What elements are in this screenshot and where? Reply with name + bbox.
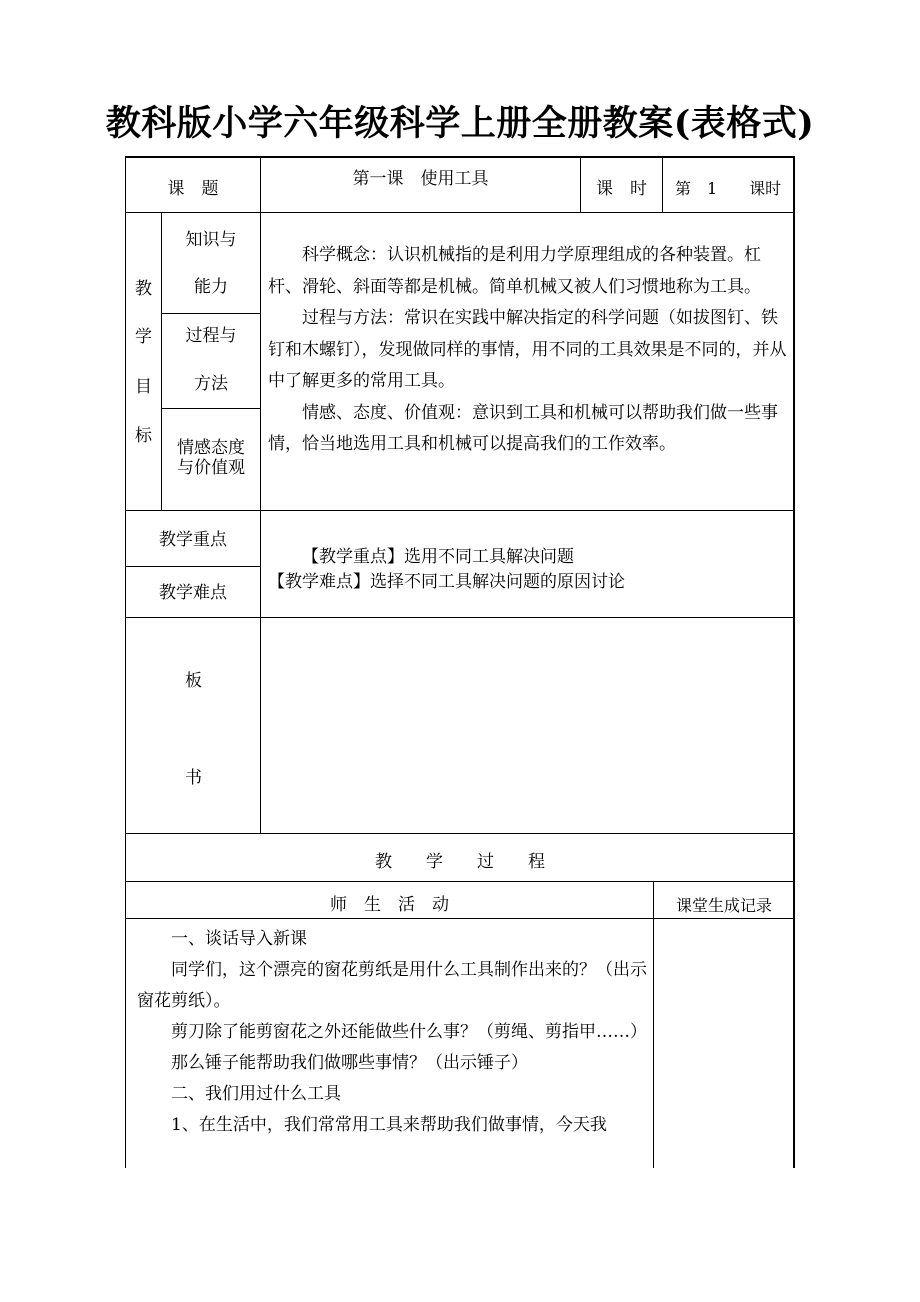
difficulty-label: 教学难点 — [159, 583, 227, 603]
key-point-label: 教学重点 — [159, 530, 227, 550]
objectives-group-label-2: 学 — [135, 327, 152, 347]
rule-after-board — [125, 833, 795, 834]
document-title: 教科版小学六年级科学上册全册教案(表格式) — [105, 103, 815, 144]
objectives-group-label-1: 教 — [135, 279, 152, 299]
rule-label-col — [260, 156, 261, 833]
process-line: 1、在生活中，我们常常用工具来帮助我们做事情，今天我 — [171, 1115, 607, 1135]
period-label: 课 时 — [596, 179, 647, 199]
table-border-left — [125, 156, 126, 1168]
topic-value: 第一课 使用工具 — [352, 169, 489, 189]
key-point-text: 【教学重点】选用不同工具解决问题 — [302, 547, 574, 567]
objective-concept: 科学概念：认识机械指的是利用力学原理组成的各种装置。杠杆、滑轮、斜面等都是机械。简单机械又被人们习惯地称为工具。 — [268, 245, 761, 297]
objective-attitude: 情感、态度、价值观：意识到工具和机械可以帮助我们做一些事情，恰当地选用工具和机械可以提高我们的工作效率。 — [268, 402, 778, 454]
process-section-title: 教 学 过 程 — [375, 852, 545, 872]
rule-key-difficulty — [125, 566, 260, 567]
rule-after-section-title — [125, 881, 795, 882]
process-line: 同学们，这个漂亮的窗花剪纸是用什么工具制作出来的？（出示窗花剪纸）。 — [137, 960, 647, 1011]
period-value: 第 1 课时 — [675, 179, 782, 198]
process-line: 二、我们用过什么工具 — [171, 1084, 341, 1104]
rule-after-objectives — [125, 510, 795, 511]
objective-process: 过程与方法：常识在实践中解决指定的科学问题（如拔图钉、铁钉和木螺钉），发现做同样的事情，用不同的工具效果是不同的，并从中了解更多的常用工具。 — [268, 308, 787, 391]
topic-label: 课 题 — [167, 179, 219, 199]
board-label-top: 板 — [185, 671, 202, 691]
attitude-label-line1: 情感态度 — [177, 438, 245, 458]
objectives-body — [268, 240, 788, 461]
table-border-top — [125, 156, 795, 158]
objectives-group-label-3: 目 — [135, 377, 152, 397]
rule-period-label-right — [662, 156, 663, 212]
rule-after-header — [125, 212, 795, 213]
attitude-label-line2: 与价值观 — [177, 458, 245, 478]
process-label-line1: 过程与 — [185, 326, 237, 346]
process-line: 剪刀除了能剪窗花之外还能做些什么事？（剪绳、剪指甲……） — [171, 1022, 647, 1042]
rule-process-attitude — [161, 408, 260, 409]
knowledge-label-line1: 知识与 — [185, 230, 237, 250]
table-border-right — [793, 156, 795, 1168]
rule-after-process-header — [125, 918, 795, 919]
process-line: 一、谈话导入新课 — [171, 929, 307, 949]
rule-knowledge-process — [161, 313, 260, 314]
objectives-group-label-4: 标 — [135, 426, 152, 446]
rule-record-col — [653, 881, 654, 1168]
process-label-line2: 方法 — [194, 374, 228, 394]
knowledge-label-line2: 能力 — [194, 277, 228, 297]
process-line: 那么锤子能帮助我们做哪些事情？（出示锤子） — [171, 1053, 528, 1073]
process-body — [137, 924, 647, 1141]
board-label-bottom: 书 — [185, 768, 202, 788]
record-header: 课堂生成记录 — [675, 896, 772, 915]
rule-after-keypoints — [125, 617, 795, 618]
difficulty-text: 【教学难点】选择不同工具解决问题的原因讨论 — [268, 572, 625, 592]
activity-header: 师 生 活 动 — [330, 895, 449, 915]
